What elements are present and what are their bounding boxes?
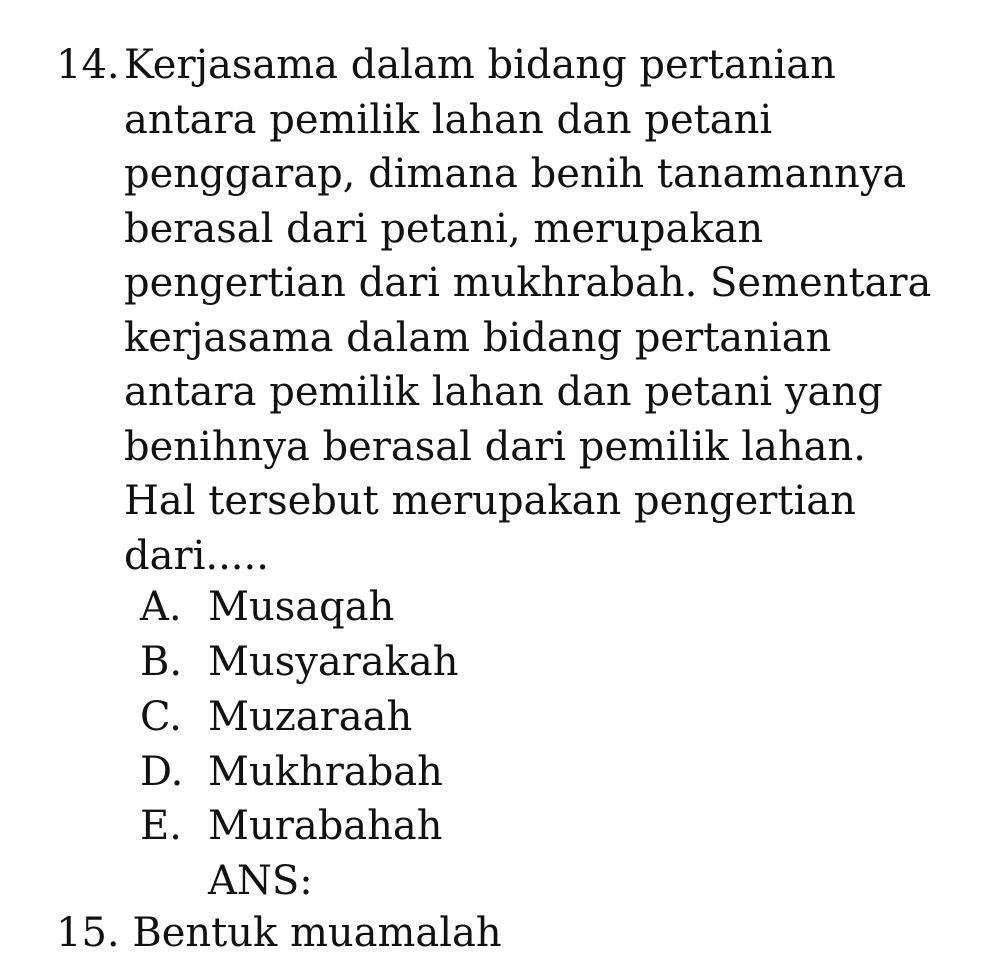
question-line: berasal dari petani, merupakan bbox=[124, 205, 764, 252]
question-line: dari..... bbox=[124, 532, 269, 579]
question-number: 14. bbox=[56, 42, 120, 88]
question-line: Kerjasama dalam bidang pertanian bbox=[124, 42, 836, 88]
option-letter: D. bbox=[140, 749, 184, 795]
option-text: Musaqah bbox=[208, 584, 395, 630]
option-text: Muzaraah bbox=[208, 694, 413, 740]
answer-label: ANS: bbox=[208, 858, 313, 904]
question-line: pengertian dari mukhrabah. Sementara bbox=[124, 260, 932, 306]
next-question-partial: 15. Bentuk muamalah bbox=[56, 910, 502, 956]
option-letter: E. bbox=[140, 803, 182, 849]
question-line: antara pemilik lahan dan petani bbox=[124, 96, 773, 143]
option-letter: B. bbox=[140, 639, 183, 685]
option-text: Mukhrabah bbox=[208, 749, 443, 795]
question-text bbox=[124, 38, 954, 583]
question-line: penggarap, dimana benih tanamannya bbox=[124, 151, 907, 197]
option-letter: A. bbox=[140, 584, 182, 630]
option-letter: C. bbox=[140, 694, 182, 740]
question-line: benihnya berasal dari pemilik lahan. bbox=[124, 423, 866, 470]
question-line: antara pemilik lahan dan petani yang bbox=[124, 369, 883, 415]
option-text: Musyarakah bbox=[208, 639, 459, 685]
question-line: Hal tersebut merupakan pengertian bbox=[124, 478, 856, 524]
option-text: Murabahah bbox=[208, 803, 443, 849]
question-line: kerjasama dalam bidang pertanian bbox=[124, 314, 832, 361]
